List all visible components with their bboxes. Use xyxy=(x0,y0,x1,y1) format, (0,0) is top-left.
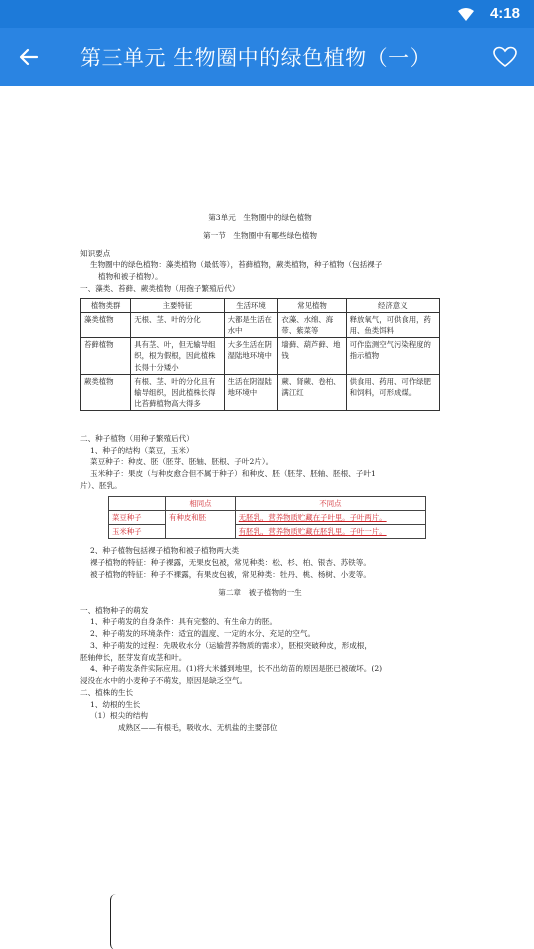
wifi-icon xyxy=(458,7,474,26)
germination-item: 浸没在水中的小麦种子不萌发，原因是缺乏空气。 xyxy=(80,676,248,686)
angiosperm: 被子植物的特征：种子不裸露，有果皮包被，常见种类：牡丹、桃、杨树、小麦等。 xyxy=(90,569,371,579)
back-arrow-icon xyxy=(19,47,39,67)
table-cell: 大都是生活在水中 xyxy=(224,313,278,338)
back-button[interactable] xyxy=(14,42,44,72)
table-cell: 蕨类植物 xyxy=(81,374,131,410)
germination-heading: 一、植物种子的萌发 xyxy=(80,605,149,615)
knowledge-heading: 知识要点 xyxy=(80,248,111,258)
table-header: 常见植物 xyxy=(278,298,346,312)
chapter-title: 第二章 被子植物的一生 xyxy=(218,587,302,597)
part2-heading: 二、种子植物（用种子繁殖后代） xyxy=(80,433,194,443)
favorite-button[interactable] xyxy=(490,42,520,72)
table-cell: 供食用、药用、可作绿肥和饲料，可形成煤。 xyxy=(346,374,439,410)
status-time: 4:18 xyxy=(489,5,520,22)
intro-line: 植物和被子植物）。 xyxy=(98,272,163,282)
seed-plants: 2、种子植物包括裸子植物和被子植物两大类 xyxy=(90,546,240,556)
table-header: 经济意义 xyxy=(346,298,439,312)
table-cell: 大多生活在阴湿陆地环境中 xyxy=(224,338,278,374)
table-header: 不同点 xyxy=(235,496,425,510)
corn-seed: 片）、胚乳。 xyxy=(80,481,122,490)
gymnosperm: 裸子植物的特征：种子裸露，无果皮包被，常见种类：松、杉、柏、银杏、苏铁等。 xyxy=(90,558,371,568)
document-viewer[interactable] xyxy=(0,86,534,949)
bean-seed: 菜豆种子：种皮、胚（胚芽、胚轴、胚根、子叶2片）。 xyxy=(90,457,274,467)
table-header-row xyxy=(109,496,426,510)
table-cell: 释放氧气，可供食用，药用、鱼类饵料 xyxy=(346,313,439,338)
page-title: 第三单元 生物圈中的绿色植物（一） xyxy=(80,46,432,70)
table-cell: 无胚乳，营养物质贮藏在子叶里。子叶两片。 xyxy=(235,511,425,525)
germination-item: 胚轴伸长，胚芽发育成茎和叶。 xyxy=(80,652,187,662)
app-bar xyxy=(0,28,534,86)
table-cell: 可作监测空气污染程度的指示植物 xyxy=(346,338,439,374)
germination-item: 4、种子萌发条件实际应用。(1)将大米播到地里，长不出幼苗的原因是胚已被破坏。(2) xyxy=(90,664,383,674)
root-tip-heading: （1）根尖的结构 xyxy=(90,711,148,721)
table-cell: 墙藓、葫芦藓、地钱 xyxy=(278,338,346,374)
table-row xyxy=(81,338,440,374)
table-header-row xyxy=(81,298,440,312)
table-cell: 衣藻、水绵、海带、紫菜等 xyxy=(278,313,346,338)
section-title: 第一节 生物圈中有哪些绿色植物 xyxy=(203,230,317,240)
table-row xyxy=(109,511,426,525)
table-cell: 蕨、肾蕨、卷柏、满江红 xyxy=(278,374,346,410)
table-cell: 有根、茎、叶的分化且有输导组织，因此植株长得比苔藓植物高大得多 xyxy=(131,374,224,410)
seed-comparison-table xyxy=(108,496,426,540)
table-row xyxy=(81,374,440,410)
seed-structure: 1、种子的结构（菜豆，玉米） xyxy=(90,445,194,455)
document-page xyxy=(80,212,440,734)
table-cell: 菜豆种子 xyxy=(109,511,166,525)
table-cell: 具有茎、叶，但无输导组织，根为假根，因此植株长得十分矮小 xyxy=(131,338,224,374)
table-header xyxy=(109,496,166,510)
brace-bracket xyxy=(110,894,118,949)
status-bar xyxy=(0,0,534,28)
table-row xyxy=(81,313,440,338)
table-cell: 有胚乳，营养物质贮藏在胚乳里。子叶一片。 xyxy=(235,525,425,539)
table-cell: 玉米种子 xyxy=(109,525,166,539)
algae-moss-fern-table xyxy=(80,298,440,411)
table-cell: 生活在阴湿陆地环境中 xyxy=(224,374,278,410)
corn-seed: 玉米种子：果皮（与种皮愈合但不属于种子）和种皮、胚（胚芽、胚轴、胚根、子叶1 xyxy=(90,469,376,479)
table-cell: 无根、茎、叶的分化 xyxy=(131,313,224,338)
germination-item: 3、种子萌发的过程：先吸收水分（运输营养物质的需求），胚根突破种皮，形成根， xyxy=(90,640,372,650)
germination-item: 1、种子萌发的自身条件：具有完整的、有生命力的胚。 xyxy=(90,617,278,627)
intro-line: 生物圈中的绿色植物：藻类植物（最低等），苔藓植物，蕨类植物，种子植物（包括裸子 xyxy=(90,260,383,270)
table-header: 相同点 xyxy=(166,496,236,510)
mature-zone: 成熟区——有根毛，吸收水、无机盐的主要部位 xyxy=(118,723,278,733)
germination-item: 2、种子萌发的环境条件：适宜的温度、一定的水分、充足的空气。 xyxy=(90,629,316,639)
table-header: 植物类群 xyxy=(81,298,131,312)
table-cell: 苔藓植物 xyxy=(81,338,131,374)
growth-item: 1、幼根的生长 xyxy=(90,699,141,709)
unit-title: 第3单元 生物圈中的绿色植物 xyxy=(208,213,312,222)
heart-icon xyxy=(493,46,517,68)
table-cell: 有种皮和胚 xyxy=(166,511,236,539)
part1-heading: 一、藻类、苔藓、蕨类植物（用孢子繁殖后代） xyxy=(80,283,240,293)
table-row xyxy=(109,525,426,539)
table-header: 主要特征 xyxy=(131,298,224,312)
growth-heading: 二、植株的生长 xyxy=(80,687,134,697)
table-header: 生活环境 xyxy=(224,298,278,312)
table-cell: 藻类植物 xyxy=(81,313,131,338)
